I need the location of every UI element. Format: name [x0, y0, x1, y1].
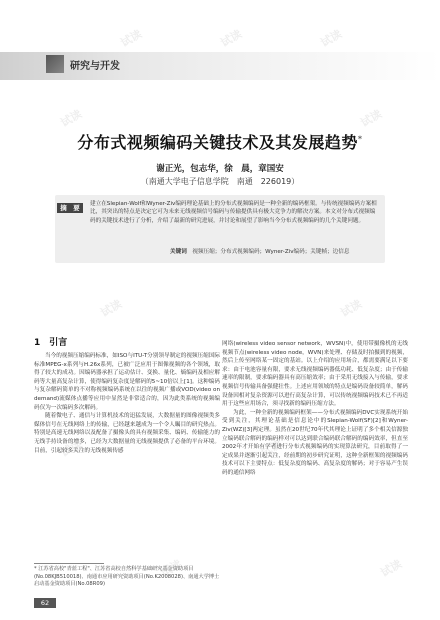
watermark: 试读	[378, 557, 405, 580]
keywords-text: 视频压缩；分布式视频编码；Wyner-Ziv编码；关键帧；边信息	[192, 249, 350, 255]
paragraph: 网络(wireless video sensor network，WVSN)中，使用带摄像机的无线视频节点(wireless video node，WVN)来处理、存储及时拍摄到的视频，然后上传至网络某一固定的基站。以上介绍的应用场合，都需要满足以下要求：由于电池容量有限，要求无线视频编码器低功耗、低复杂度；由于传输速率的限制，要求编码器具有高压缩效率；由于采用无线接入与传输，要求视频信号传输具备强健壮性。上述应用领域的特点是编码设备较简单，解码设备因相对复杂资源可以进行高复杂计算，可以传统视频编码技术已不再适用于这些应用场合，须寻找新的编码压缩方法。	[222, 341, 408, 408]
abstract-text: 建立在Slepian-Wolf和Wyner-Ziv编码理论基础上的分布式视频编码是一种全新的编码框架。与传统视频编码方案相比，其突出的特点是决定它可为未来无线视频信号编码与传输提供具有极大竞争力的解决方案。本文对分布式视频编码的关键技术进行了分析，介绍了最新的研究进展，并讨论和展望了影响当今分布式视频编码的几个关键问题。	[90, 201, 377, 224]
watermark: 试读	[358, 107, 385, 130]
page-number: 62	[34, 598, 56, 608]
paragraph: 当今的视频压缩编码标准，如ISO与ITU-T分别领导制定的视频压缩国际标准MPEG-x系列与H.26x系列，已被广泛应用于图像视频的各个领域，取得了较大的成功。因编码器承担了运动估计、变换、量化、熵编码及相应解码等大量高复杂计算，使得编码复杂度是解码的5~10倍以上[1]。这种编码与复杂解码简单的不对称视频编码系统在以往的视频广播或VOD(video on demand)流媒体点播等应用中显然是非常适合的，因为此类系统的视频编码仅为一次编码多次解码。	[34, 353, 220, 411]
body-column-left	[34, 352, 220, 455]
watermark: 试读	[318, 27, 345, 50]
footnote: * 江苏省高校"青蓝工程"、江苏省高校自然科学基础研究基金资助项目(No.08KJB510018)、南通市应用研究资助项目(No.K2008028)、南通大学博士启动基金资助项目(No.08R09)	[34, 566, 220, 588]
watermark: 试读	[338, 297, 365, 320]
article-title	[0, 130, 440, 153]
abstract-label: 摘 要	[57, 203, 83, 213]
footnote-divider	[34, 563, 104, 564]
keywords	[170, 248, 385, 256]
affiliation: （南通大学电子信息学院 南通 226019）	[140, 177, 300, 186]
watermark: 试读	[118, 27, 145, 50]
watermark: 试读	[98, 297, 125, 320]
body-column-right	[222, 340, 408, 478]
watermark: 试读	[58, 107, 85, 130]
section-heading-introduction: 1 引言	[34, 338, 68, 348]
title-footnote-mark: *	[357, 134, 363, 144]
section-label: 研究与开发	[70, 61, 120, 72]
author-list: 谢正光，包志华，徐 晨，章国安	[156, 164, 284, 174]
paragraph: 随着微电子、通信与计算机技术的迅猛发展，大数据量的图像视频类多媒体信号在无线网络上的传输，已经越来越成为一个令人瞩目的研究热点。特别是高速无线网络以及配备了摄像头的具有视频采集、编码、传输能力的无线手持设备的增多，已经为大数据量的无线视频提供了必备的平台环境。目前，引起较多关注的无线视频传感	[34, 413, 220, 454]
watermark: 试读	[58, 437, 85, 460]
section-marker-icon	[46, 55, 64, 73]
watermark: 试读	[158, 557, 185, 580]
paragraph: 为此，一种全新的视频编码框架——分布式视频编码DVC实现系统开始受到关注，其理论基础是信息论中的Slepian-Wolf(SF)[2]和Wyner-Ziv(WZ)[3]两定理。虽然在20世纪70年代其理论上证明了多个相关信源独立编码联合解码的编码样对可以达到联合编码联合解码的编码效率，但直至2002年才开始有学者进行分布式视频编码的实现算法研究，目前取得了一定成果并逐渐引起关注，经前期的初步研究证明，这种全新框架的视频编码技术可以下主要特点：低复杂度的编码、高复杂度的解码；对于容易产生误码的通信网络	[222, 409, 408, 476]
watermark: 试读	[258, 437, 285, 460]
title-text: 分布式视频编码关键技术及其发展趋势	[77, 133, 358, 152]
section-header-band	[0, 52, 440, 80]
watermark: 试读	[218, 27, 245, 50]
keywords-label: 关键词	[170, 249, 187, 255]
